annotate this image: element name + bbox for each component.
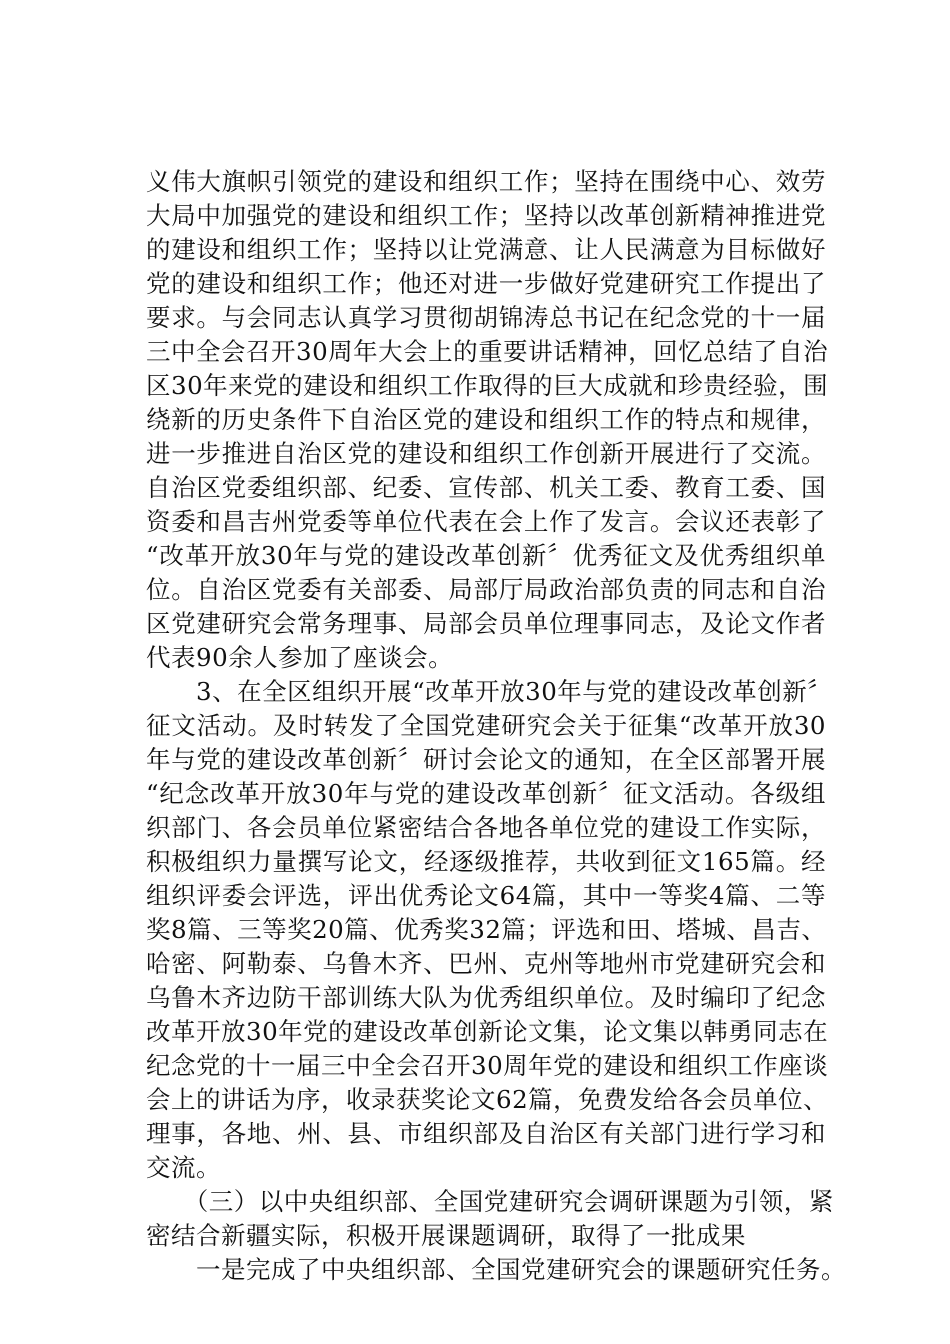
text-line: 位。自治区党委有关部委、局部厅局政治部负责的同志和自治 — [146, 575, 826, 604]
text-line: 三中全会召开30周年大会上的重要讲话精神，回忆总结了自治 — [146, 337, 829, 366]
text-line: 自治区党委组织部、纪委、宣传部、机关工委、教育工委、国 — [146, 473, 826, 502]
text-line: 织部门、各会员单位紧密结合各地各单位党的建设工作实际， — [146, 813, 826, 842]
paragraph-4 — [146, 1253, 846, 1287]
text-line: 奖8篇、三等奖20篇、优秀奖32篇；评选和田、塔城、昌吉、 — [146, 915, 827, 944]
text-line: 会上的讲话为序，收录获奖论文62篇，免费发给各会员单位、 — [146, 1085, 829, 1114]
text-line: 区党建研究会常务理事、局部会员单位理事同志，及论文作者 — [146, 609, 826, 638]
text-line: 改革开放30年党的建设改革创新论文集，论文集以韩勇同志在 — [146, 1017, 829, 1046]
paragraph-1 — [146, 165, 829, 675]
text-line: 3、在全区组织开展“改革开放30年与党的建设改革创新〞 — [146, 677, 833, 706]
text-line: 资委和昌吉州党委等单位代表在会上作了发言。会议还表彰了 — [146, 507, 826, 536]
text-line: 密结合新疆实际，积极开展课题调研，取得了一批成果 — [146, 1221, 746, 1250]
text-line: 乌鲁木齐边防干部训练大队为优秀组织单位。及时编印了纪念 — [146, 983, 826, 1012]
text-line: 进一步推进自治区党的建设和组织工作创新开展进行了交流。 — [146, 439, 826, 468]
text-line: 的建设和组织工作；坚持以让党满意、让人民满意为目标做好 — [146, 235, 826, 264]
document-body — [146, 165, 846, 1287]
text-line: “改革开放30年与党的建设改革创新〞优秀征文及优秀组织单 — [146, 541, 826, 570]
text-line: 代表90余人参加了座谈会。 — [146, 643, 454, 672]
paragraph-3 — [146, 1185, 834, 1253]
text-line: 大局中加强党的建设和组织工作；坚持以改革创新精神推进党 — [146, 201, 826, 230]
text-line: 年与党的建设改革创新〞研讨会论文的通知，在全区部署开展 — [146, 745, 826, 774]
text-line: 区30年来党的建设和组织工作取得的巨大成就和珍贵经验，围 — [146, 371, 829, 400]
paragraph-2 — [146, 675, 833, 1185]
text-line: 要求。与会同志认真学习贯彻胡锦涛总书记在纪念党的十一届 — [146, 303, 826, 332]
text-line: （三）以中央组织部、全国党建研究会调研课题为引领，紧 — [146, 1187, 834, 1216]
text-line: “纪念改革开放30年与党的建设改革创新〞征文活动。各级组 — [146, 779, 826, 808]
text-line: 积极组织力量撰写论文，经逐级推荐，共收到征文165篇。经 — [146, 847, 826, 876]
text-line: 党的建设和组织工作；他还对进一步做好党建研究工作提出了 — [146, 269, 826, 298]
text-line: 一是完成了中央组织部、全国党建研究会的课题研究任务。 — [146, 1255, 846, 1284]
text-line: 义伟大旗帜引领党的建设和组织工作；坚持在围绕中心、效劳 — [146, 167, 826, 196]
text-line: 绕新的历史条件下自治区党的建设和组织工作的特点和规律， — [146, 405, 826, 434]
text-line: 组织评委会评选，评出优秀论文64篇，其中一等奖4篇、二等 — [146, 881, 826, 910]
text-line: 交流。 — [146, 1153, 221, 1182]
text-line: 征文活动。及时转发了全国党建研究会关于征集“改革开放30 — [146, 711, 826, 740]
text-line: 理事，各地、州、县、市组织部及自治区有关部门进行学习和 — [146, 1119, 826, 1148]
text-line: 纪念党的十一届三中全会召开30周年党的建设和组织工作座谈 — [146, 1051, 829, 1080]
text-line: 哈密、阿勒泰、乌鲁木齐、巴州、克州等地州市党建研究会和 — [146, 949, 826, 978]
